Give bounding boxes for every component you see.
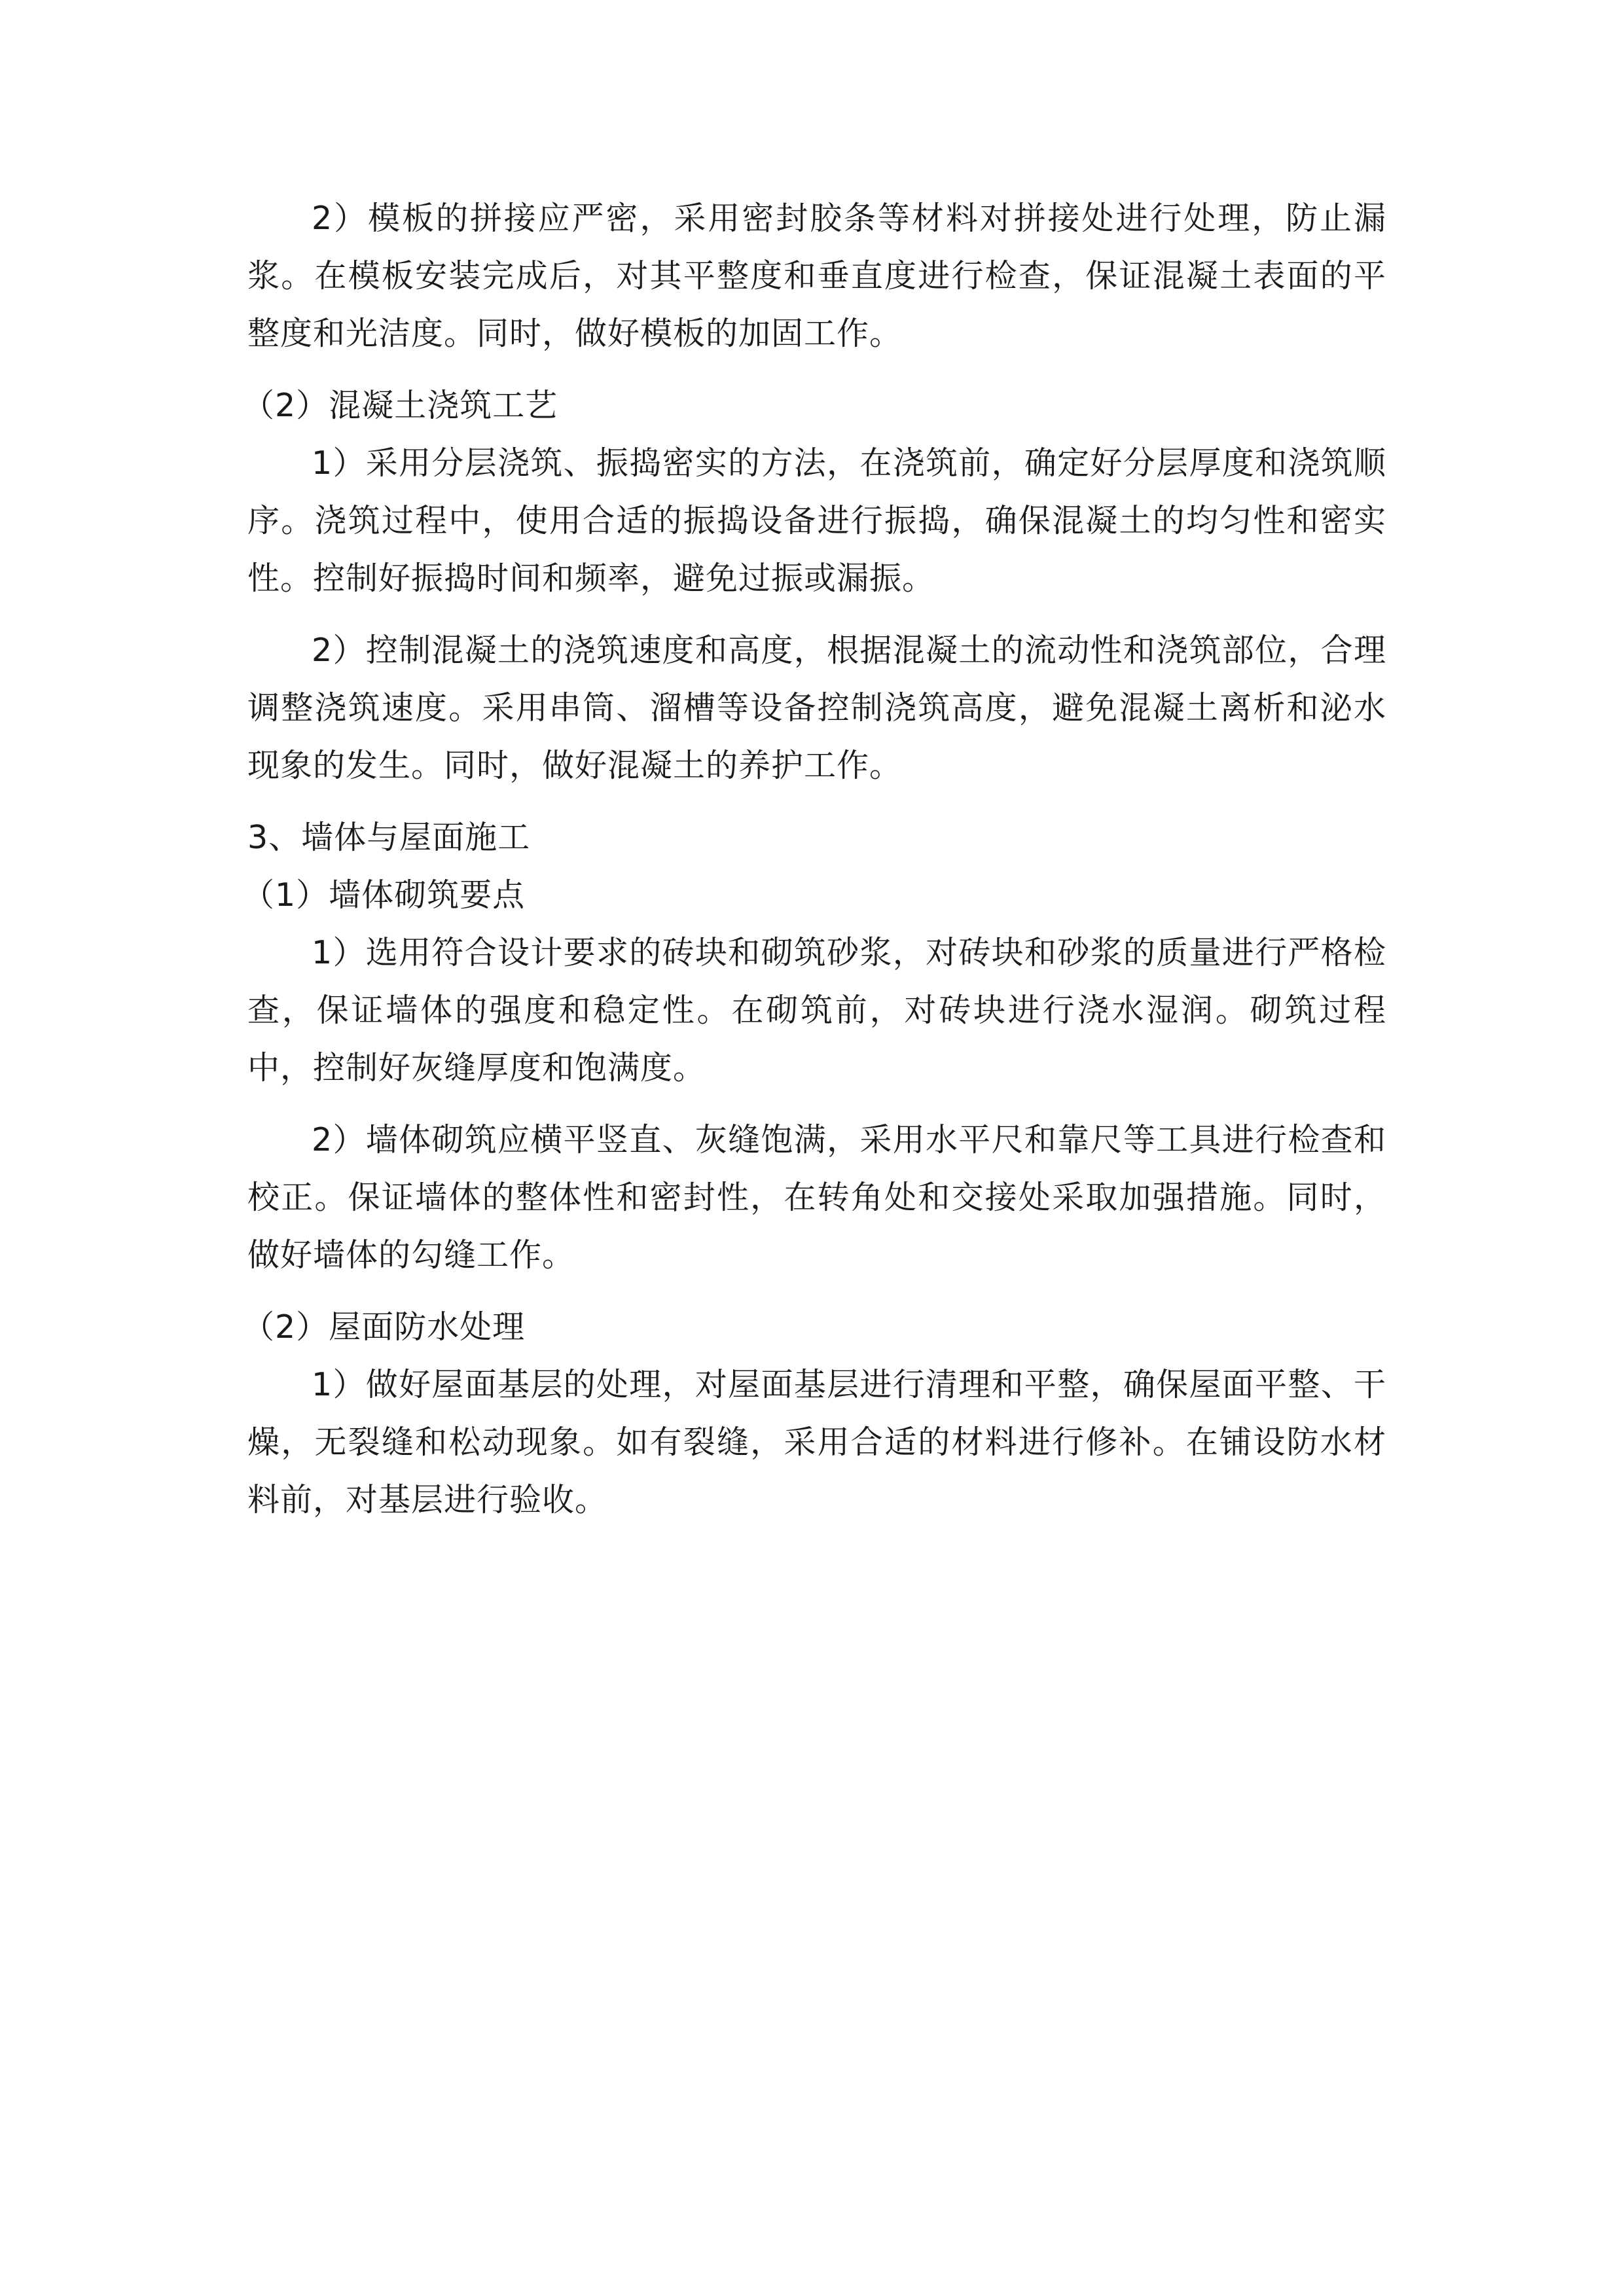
paragraph-formwork-joints: 2）模板的拼接应严密，采用密封胶条等材料对拼接处进行处理，防止漏浆。在模板安装完成后，对其平整度和垂直度进行检查，保证混凝土表面的平整度和光洁度。同时，做好模板的加固工作。 [247, 200, 1386, 352]
subheading-roof-waterproofing: （2）屋面防水处理 [242, 1308, 526, 1346]
section-heading-wall-roof: 3、墙体与屋面施工 [247, 819, 531, 856]
paragraph-roof-base-treatment: 1）做好屋面基层的处理，对屋面基层进行清理和平整，确保屋面平整、干燥，无裂缝和松动现象。如有裂缝，采用合适的材料进行修补。在铺设防水材料前，对基层进行验收。 [247, 1366, 1386, 1518]
paragraph-layered-pouring: 1）采用分层浇筑、振捣密实的方法，在浇筑前，确定好分层厚度和浇筑顺序。浇筑过程中，使用合适的振捣设备进行振捣，确保混凝土的均匀性和密实性。控制好振捣时间和频率，避免过振或漏振。 [247, 444, 1386, 597]
document-body [242, 190, 1386, 1529]
paragraph-brick-selection: 1）选用符合设计要求的砖块和砌筑砂浆，对砖块和砂浆的质量进行严格检查，保证墙体的强度和稳定性。在砌筑前，对砖块进行浇水湿润。砌筑过程中，控制好灰缝厚度和饱满度。 [247, 934, 1386, 1086]
subheading-concrete-pouring: （2）混凝土浇筑工艺 [242, 387, 558, 424]
paragraph-wall-alignment: 2）墙体砌筑应横平竖直、灰缝饱满，采用水平尺和靠尺等工具进行检查和校正。保证墙体的整体性和密封性，在转角处和交接处采取加强措施。同时，做好墙体的勾缝工作。 [247, 1121, 1386, 1274]
paragraph-pouring-speed: 2）控制混凝土的浇筑速度和高度，根据混凝土的流动性和浇筑部位，合理调整浇筑速度。采用串筒、溜槽等设备控制浇筑高度，避免混凝土离析和泌水现象的发生。同时，做好混凝土的养护工作。 [247, 632, 1386, 784]
subheading-masonry-points: （1）墙体砌筑要点 [242, 876, 526, 914]
